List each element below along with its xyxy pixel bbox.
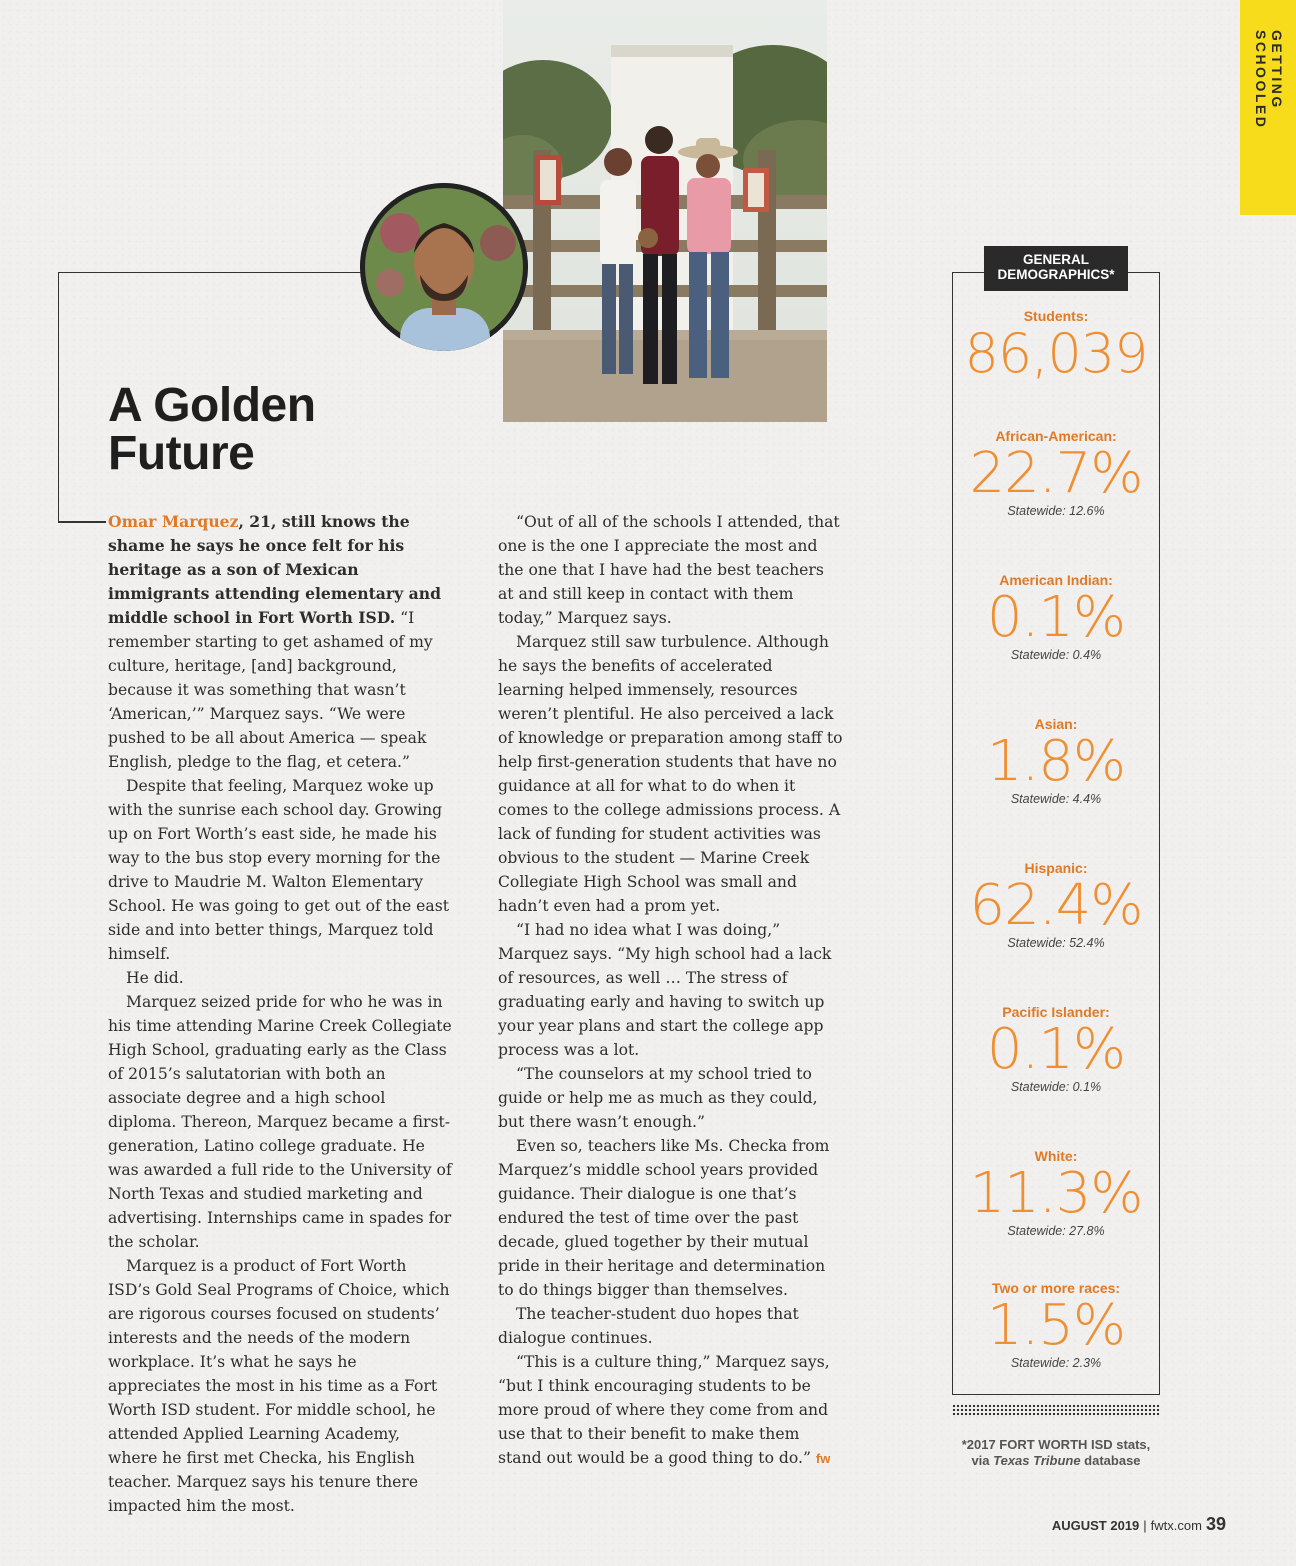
body-paragraph: “I had no idea what I was doing,” Marquez says. “My high school had a lack of resources, as well … The stress of graduating early and having to switch up your year plans and start the college app process was a lot. <box>498 921 832 1059</box>
stat-label: African-American: <box>995 428 1117 444</box>
lede-name: Omar Marquez <box>108 512 239 531</box>
stat-statewide: Statewide: 0.1% <box>1010 1080 1102 1094</box>
stat-hispanic <box>952 860 1160 950</box>
footnote-via: via <box>971 1453 994 1468</box>
article-column-left <box>108 510 453 1518</box>
stat-value: 1.8% <box>986 729 1126 794</box>
lede-rest: “I remember starting to get ashamed of my culture, heritage, [and] background, because it was something that wasn’t ‘American,’” Marquez says. “We were pushed to be all about America — speak English, pledge to the flag, et cetera.” <box>108 609 433 771</box>
stat-pacific-islander <box>952 1004 1160 1094</box>
body-paragraph: Marquez still saw turbulence. Although he says the benefits of accelerated learning helped immensely, resources weren’t plentiful. He also perceived a lack of knowledge or preparation among staff to help first-generation students that have no guidance at all for what to do when it comes to the college admissions process. A lack of funding for student activities was obvious to the student — Marine Creek Collegiate High School was small and hadn’t even had a prom yet. <box>498 633 843 915</box>
stat-label: Asian: <box>1034 716 1078 732</box>
lede-bold: , 21, still knows the shame he says he once felt for his heritage as a son of Mexican immigrants attending elementary and middle school in Fort Worth ISD. <box>108 512 441 627</box>
stat-label: Students: <box>1023 308 1089 324</box>
body-paragraph: Marquez is a product of Fort Worth ISD’s Gold Seal Programs of Choice, which are rigorous courses focused on students’ interests and the needs of the modern workplace. It’s what he says he appreciates the most in his time as a Fort Worth ISD student. For middle school, he attended Applied Learning Academy, where he first met Checka, his English teacher. Marquez says his tenure there impacted him the most. <box>108 1257 450 1515</box>
stat-value: 0.1% <box>986 585 1126 650</box>
stat-value: 0.1% <box>986 1017 1126 1082</box>
footnote-line1: *2017 FORT WORTH ISD stats, <box>961 1437 1151 1452</box>
stat-asian <box>952 716 1160 806</box>
footer-site: fwtx.com <box>1150 1518 1202 1533</box>
lede-paragraph <box>108 510 453 774</box>
stat-statewide: Statewide: 12.6% <box>1007 504 1105 518</box>
stat-american-indian <box>952 572 1160 662</box>
stat-white <box>952 1148 1160 1238</box>
section-tab <box>1240 0 1296 215</box>
stat-label: White: <box>1034 1148 1078 1164</box>
family-photo <box>503 0 827 422</box>
stat-value: 22.7% <box>969 441 1143 506</box>
body-paragraph: The teacher-student duo hopes that dialogue continues. <box>498 1305 799 1347</box>
stat-two-or-more-races <box>952 1280 1160 1370</box>
portrait-photo <box>360 183 528 351</box>
body-paragraph: “The counselors at my school tried to guide or help me as much as they could, but there wasn’t enough.” <box>498 1065 818 1131</box>
page-number: 39 <box>1205 1514 1226 1534</box>
stat-statewide: Statewide: 27.8% <box>1007 1224 1105 1238</box>
stat-statewide: Statewide: 4.4% <box>1010 792 1102 806</box>
demographics-header-line2: DEMOGRAPHICS* <box>997 267 1115 282</box>
dotted-divider <box>952 1404 1160 1417</box>
body-paragraph: Despite that feeling, Marquez woke up with the sunrise each school day. Growing up on Fort Worth’s east side, he made his way to the bus stop every morning for the drive to Maudrie M. Walton Elementary School. He was going to get out of the east side and into better things, Marquez told himself. <box>108 777 449 963</box>
headline-line2: Future <box>108 427 255 480</box>
end-mark: fw <box>815 1451 831 1466</box>
body-paragraph: He did. <box>126 969 184 987</box>
footer-separator: | <box>1143 1518 1147 1533</box>
stat-value: 11.3% <box>969 1161 1143 1226</box>
stat-statewide: Statewide: 0.4% <box>1010 648 1102 662</box>
footer-issue: AUGUST 2019 <box>1051 1518 1140 1533</box>
demographics-footnote <box>940 1437 1172 1469</box>
final-paragraph-text: “This is a culture thing,” Marquez says, “but I think encouraging students to be more proud of where they come from and use that to their benefit to make them stand out would be a good thing to do.” <box>498 1353 830 1467</box>
title-frame-tick <box>58 521 106 523</box>
stat-statewide: Statewide: 52.4% <box>1007 936 1105 950</box>
stat-african-american <box>952 428 1160 518</box>
stat-label: Two or more races: <box>991 1280 1121 1296</box>
body-paragraph: Marquez seized pride for who he was in his time attending Marine Creek Collegiate High School, graduating early as the Class of 2015’s salutatorian with both an associate degree and a high school diploma. Thereon, Marquez became a first-generation, Latino college graduate. He was awarded a full ride to the University of North Texas and studied marketing and advertising. Internships came in spades for the scholar. <box>108 993 452 1251</box>
headline-line1: A Golden <box>108 379 316 432</box>
section-tab-label: GETTING SCHOOLED <box>1253 30 1285 130</box>
footnote-tail: database <box>1080 1453 1141 1468</box>
article-column-right <box>498 510 843 1471</box>
demographics-header-line1: GENERAL <box>1022 252 1089 267</box>
body-paragraph: Even so, teachers like Ms. Checka from Marquez’s middle school years provided guidance. Their dialogue is one that’s endured the test of time over the past decade, glued together by their mutual pride in their heritage and determination to do things bigger than themselves. <box>498 1137 830 1299</box>
headline <box>108 379 488 480</box>
demographics-header <box>984 246 1128 291</box>
stat-students <box>952 308 1160 384</box>
stat-value: 1.5% <box>986 1293 1126 1358</box>
stat-value: 86,039 <box>964 322 1148 385</box>
stat-label: Hispanic: <box>1024 860 1088 876</box>
body-paragraph: “Out of all of the schools I attended, that one is the one I appreciate the most and the one that I have had the best teachers at and still keep in contact with them today,” Marquez says. <box>498 513 840 627</box>
footnote-source: Texas Tribune <box>993 1453 1081 1468</box>
stat-value: 62.4% <box>969 873 1143 938</box>
stat-statewide: Statewide: 2.3% <box>1010 1356 1102 1370</box>
stat-label: Pacific Islander: <box>1002 1004 1110 1020</box>
page-footer <box>1000 1514 1226 1535</box>
stat-label: American Indian: <box>999 572 1113 588</box>
final-paragraph <box>498 1350 843 1471</box>
